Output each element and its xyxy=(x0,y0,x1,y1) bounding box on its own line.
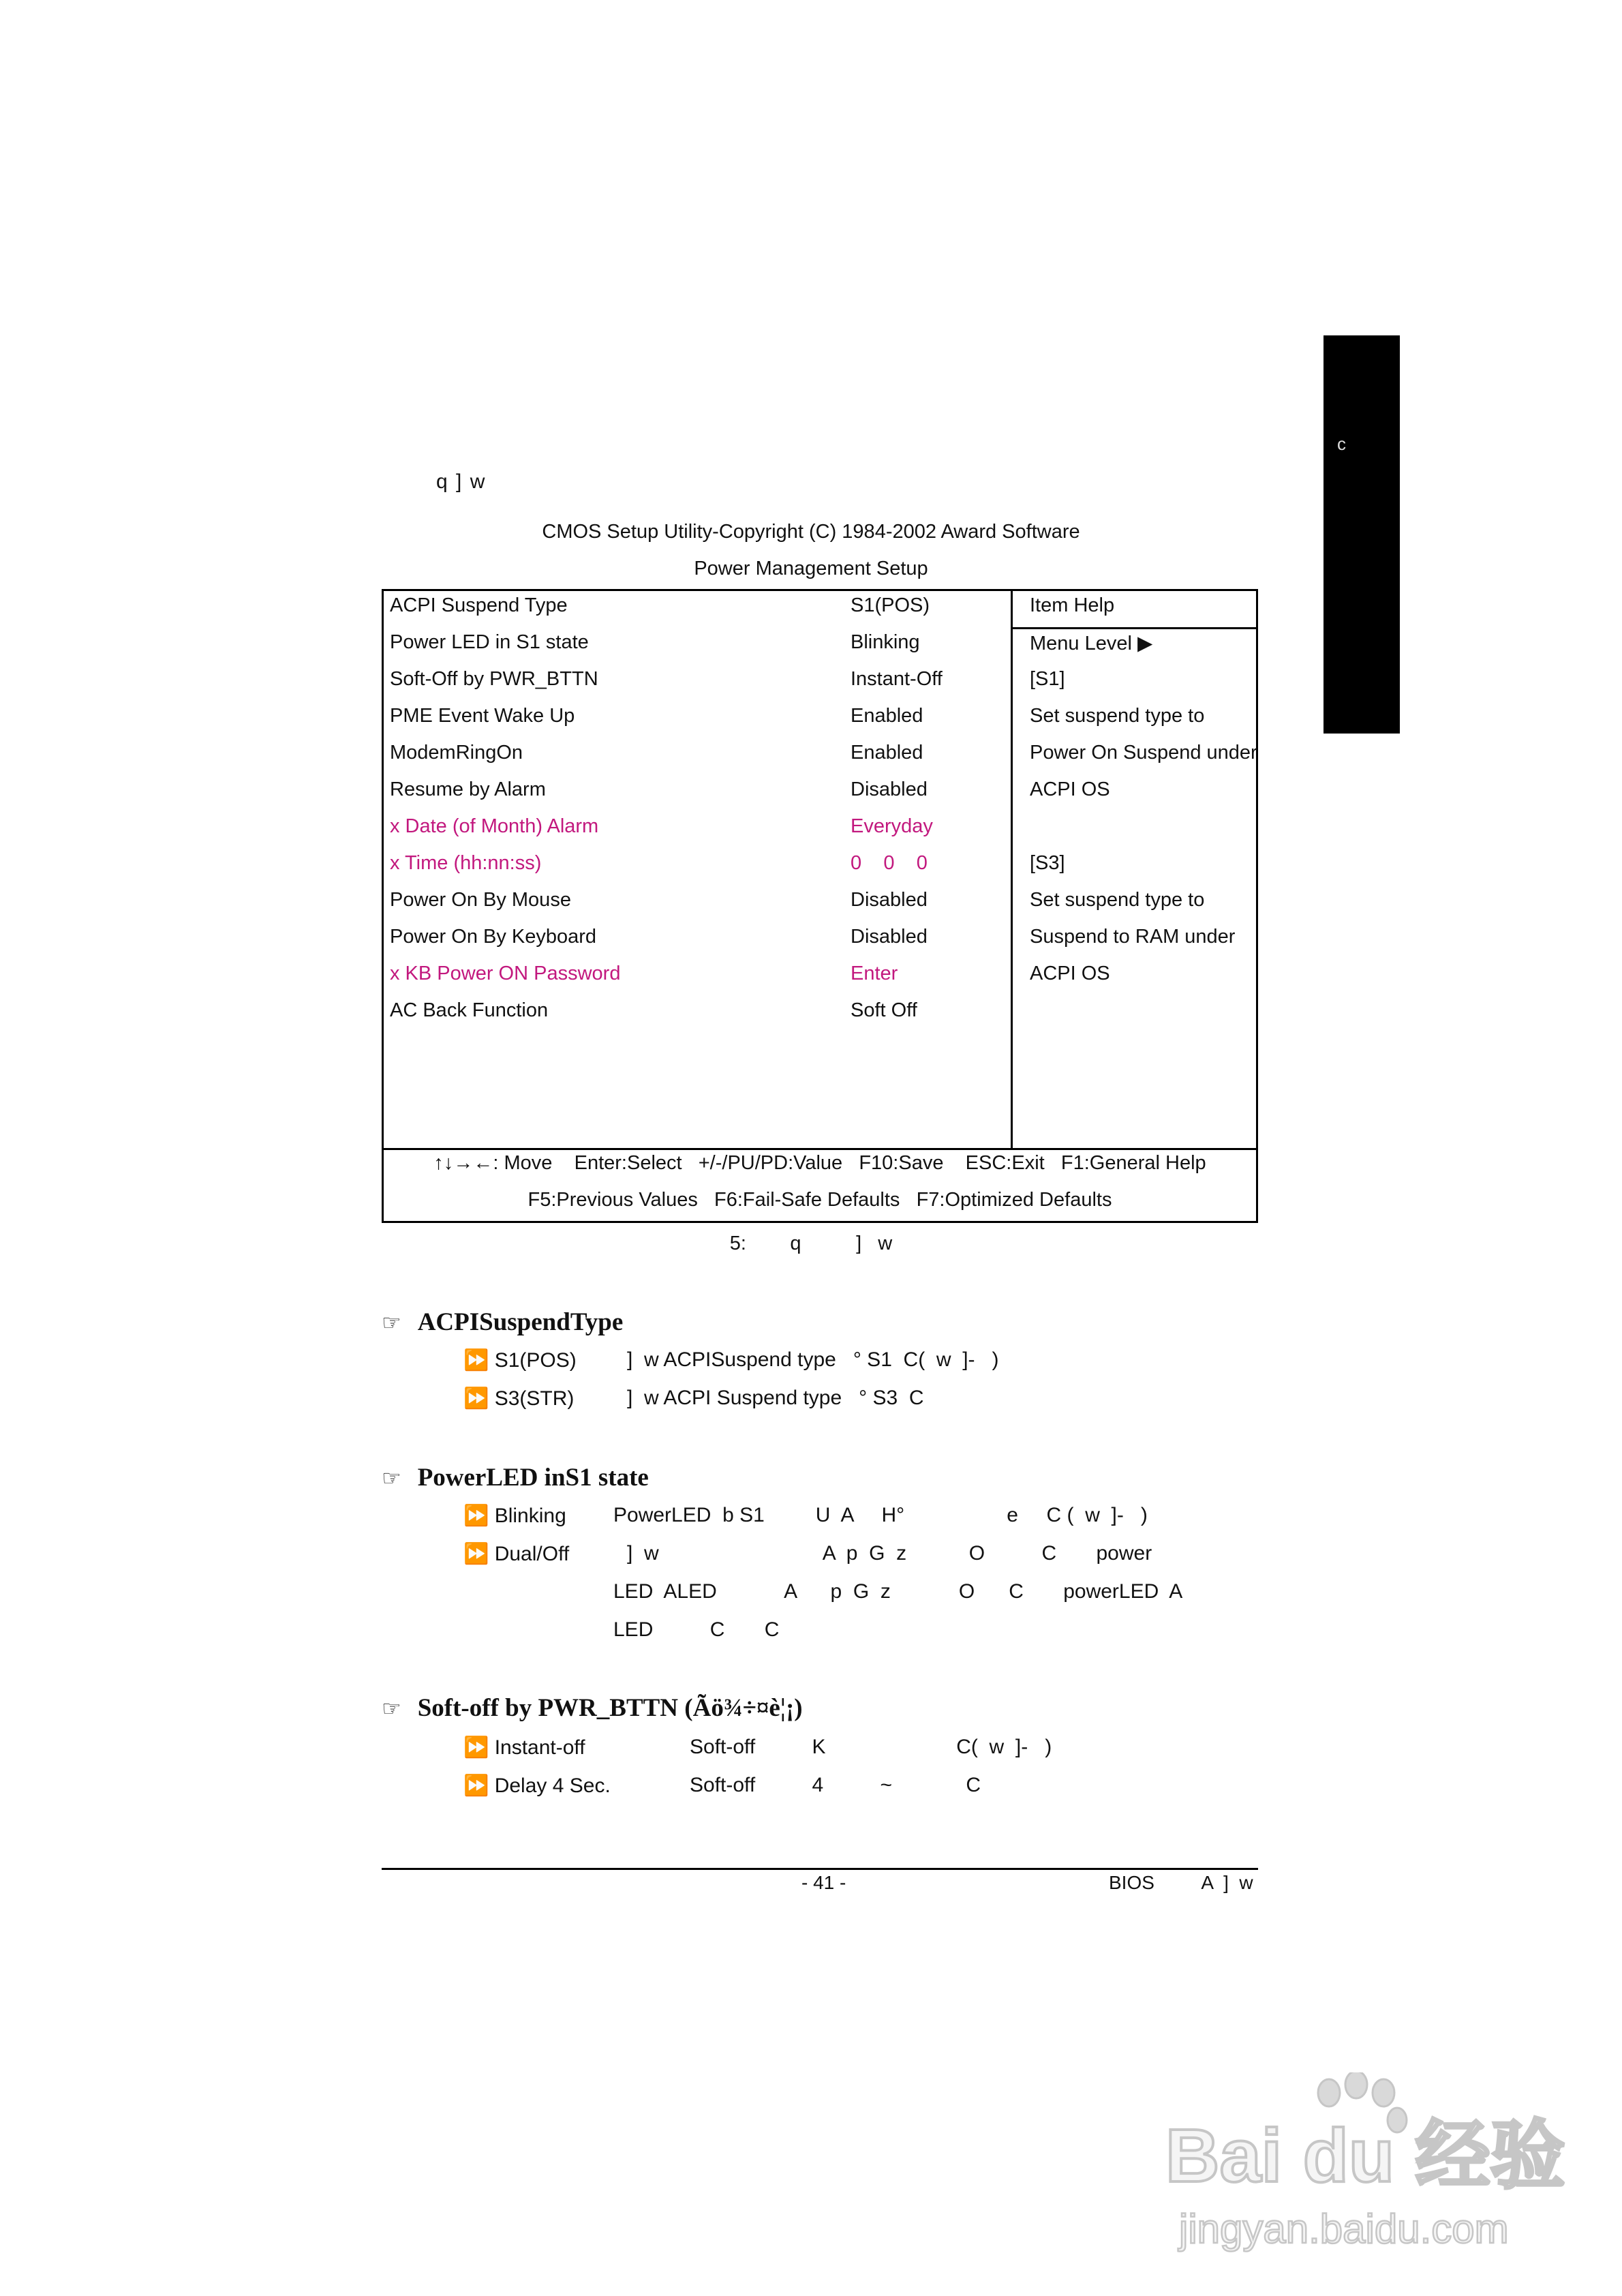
setting-value-soft-off[interactable]: Instant-Off xyxy=(851,668,943,690)
setting-label-time-alarm: x Time (hh:nn:ss) xyxy=(390,852,542,874)
baidu-jingyan-watermark xyxy=(1159,2072,1567,2263)
option-item xyxy=(463,1774,611,1798)
bios-subtitle: Power Management Setup xyxy=(694,558,928,579)
help-line: Suspend to RAM under xyxy=(1030,926,1236,948)
setting-value-pme-wake[interactable]: Enabled xyxy=(851,705,923,727)
help-line: Menu Level ▶ xyxy=(1030,633,1153,654)
section-acpi-suspend-type xyxy=(382,1308,623,1337)
setting-label-resume-alarm[interactable]: Resume by Alarm xyxy=(390,779,546,800)
page-number: - 41 - xyxy=(801,1872,846,1893)
watermark-brand: Bai du 经验 xyxy=(1165,2114,1565,2198)
help-line: [S1] xyxy=(1030,668,1065,690)
option-description: Soft-off 4 ~ C xyxy=(690,1774,981,1796)
option-item xyxy=(463,1387,574,1410)
footer-chapter-title: BIOS A ] w xyxy=(1109,1872,1253,1893)
double-arrow-icon: ⏩ xyxy=(463,1349,489,1372)
option-name: Delay 4 Sec. xyxy=(494,1774,611,1797)
setting-value-ac-back[interactable]: Soft Off xyxy=(851,999,917,1021)
setting-label-soft-off[interactable]: Soft-Off by PWR_BTTN xyxy=(390,668,598,690)
option-item xyxy=(463,1348,577,1372)
help-line: [S3] xyxy=(1030,852,1065,874)
footer-rule xyxy=(382,1868,1258,1870)
setting-label-power-on-keyboard[interactable]: Power On By Keyboard xyxy=(390,926,597,948)
pointing-hand-icon: ☞ xyxy=(382,1695,401,1721)
option-description: ] w ACPI Suspend type ° S3 C xyxy=(627,1387,924,1409)
figure-caption: 5: q ] w xyxy=(729,1233,893,1254)
pointing-hand-icon: ☞ xyxy=(382,1309,401,1335)
option-item xyxy=(463,1504,566,1528)
setting-value-acpi-suspend-type[interactable]: S1(POS) xyxy=(851,594,930,616)
help-line: Set suspend type to xyxy=(1030,705,1205,727)
section-heading: q ] w xyxy=(436,470,487,493)
double-arrow-icon: ⏩ xyxy=(463,1736,489,1759)
setting-value-power-on-keyboard[interactable]: Disabled xyxy=(851,926,928,948)
setting-label-power-on-mouse[interactable]: Power On By Mouse xyxy=(390,889,571,911)
help-line: Set suspend type to xyxy=(1030,889,1205,911)
option-name: S1(POS) xyxy=(494,1349,577,1372)
option-description: Soft-off K C( w ]- ) xyxy=(690,1736,1052,1758)
setting-value-modem-ring[interactable]: Enabled xyxy=(851,742,923,764)
double-arrow-icon: ⏩ xyxy=(463,1543,489,1565)
setting-value-time-alarm: 0 0 0 xyxy=(851,852,928,874)
double-arrow-icon: ⏩ xyxy=(463,1387,489,1410)
option-name: Blinking xyxy=(494,1505,566,1527)
bios-footer-divider xyxy=(382,1148,1258,1150)
pointing-hand-icon: ☞ xyxy=(382,1464,401,1491)
setting-label-modem-ring[interactable]: ModemRingOn xyxy=(390,742,523,764)
key-legend-line-1: ↑↓→←: Move Enter:Select +/-/PU/PD:Value F10:Save ESC:Exit F1:General Help xyxy=(433,1152,1206,1174)
option-description-continued: LED C C xyxy=(613,1618,780,1641)
setting-value-power-led[interactable]: Blinking xyxy=(851,631,920,653)
double-arrow-icon: ⏩ xyxy=(463,1774,489,1797)
setting-label-kb-password: x KB Power ON Password xyxy=(390,963,621,984)
setting-label-ac-back[interactable]: AC Back Function xyxy=(390,999,549,1021)
option-name: S3(STR) xyxy=(494,1387,575,1410)
section-power-led xyxy=(382,1463,649,1492)
setting-label-acpi-suspend-type[interactable]: ACPI Suspend Type xyxy=(390,594,568,616)
section-title: Soft-off by PWR_BTTN (Ãö¾÷¤è¦¡) xyxy=(417,1694,803,1722)
section-title: PowerLED inS1 state xyxy=(417,1464,649,1492)
option-description: ] w ACPISuspend type ° S1 C( w ]- ) xyxy=(627,1348,999,1371)
bios-column-divider xyxy=(1011,589,1013,1149)
key-legend-line-2: F5:Previous Values F6:Fail-Safe Defaults F7:Optimized Defaults xyxy=(527,1189,1112,1211)
double-arrow-icon: ⏩ xyxy=(463,1505,489,1527)
setting-value-resume-alarm[interactable]: Disabled xyxy=(851,779,928,800)
setting-label-pme-wake[interactable]: PME Event Wake Up xyxy=(390,705,575,727)
help-line: ACPI OS xyxy=(1030,779,1110,800)
help-line: ACPI OS xyxy=(1030,963,1110,984)
setting-label-power-led[interactable]: Power LED in S1 state xyxy=(390,631,589,653)
chapter-tab-letter: c xyxy=(1337,434,1346,454)
setting-label-date-alarm: x Date (of Month) Alarm xyxy=(390,815,599,837)
setting-value-kb-password: Enter xyxy=(851,963,898,984)
section-title: ACPISuspendType xyxy=(417,1308,624,1336)
option-description: ] w A p G z O C power xyxy=(627,1542,1152,1565)
option-name: Instant-off xyxy=(494,1736,585,1759)
watermark-url: jingyan.baidu.com xyxy=(1179,2206,1509,2252)
option-name: Dual/Off xyxy=(494,1543,570,1565)
setting-value-power-on-mouse[interactable]: Disabled xyxy=(851,889,928,911)
section-soft-off xyxy=(382,1693,803,1723)
bios-title: CMOS Setup Utility-Copyright (C) 1984-2002 Award Software xyxy=(542,521,1080,543)
setting-value-date-alarm: Everyday xyxy=(851,815,933,837)
option-item xyxy=(463,1736,585,1759)
option-description-continued: LED ALED A p G z O C powerLED A xyxy=(613,1580,1183,1603)
item-help-header: Item Help xyxy=(1030,594,1115,616)
help-line: Power On Suspend under xyxy=(1030,742,1257,764)
option-description: PowerLED b S1 U A H° e C ( w ]- ) xyxy=(613,1504,1148,1526)
item-help-divider xyxy=(1011,627,1258,629)
option-item xyxy=(463,1542,569,1566)
